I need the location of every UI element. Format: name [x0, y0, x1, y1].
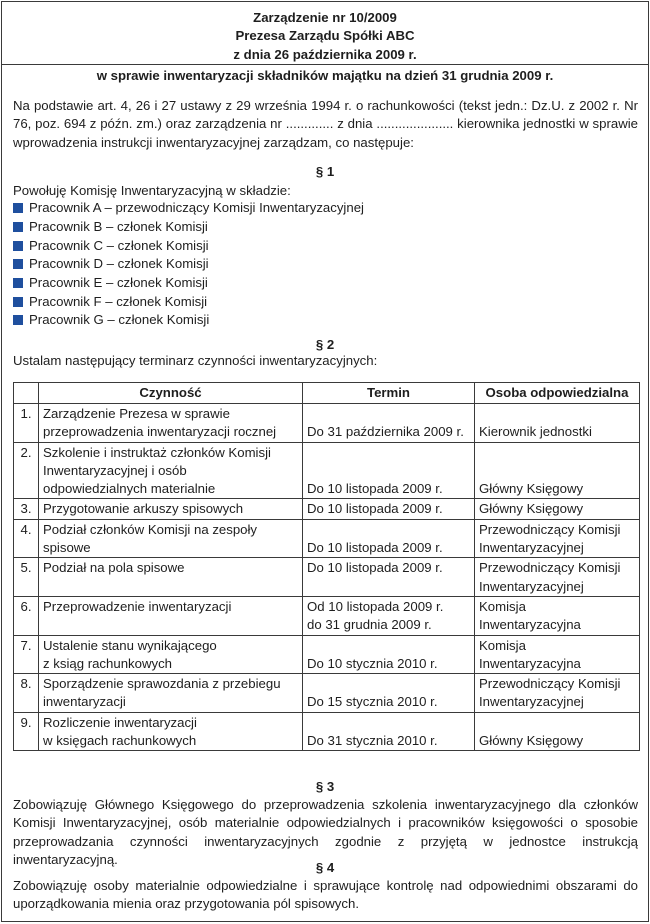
activity-cell-line: przeprowadzenia inwentaryzacji rocznej — [43, 424, 277, 440]
term-cell-line: Od 10 listopada 2009 r. — [307, 598, 444, 614]
commission-member-label: Pracownik C – członek Komisji — [29, 237, 209, 253]
responsible-person-cell-line: Komisja — [479, 598, 526, 614]
responsible-person-cell — [475, 712, 640, 751]
activity-cell-line: odpowiedzialnych materialnie — [43, 481, 216, 497]
activity-cell — [39, 674, 303, 713]
term-cell-line: Do 10 stycznia 2010 r. — [307, 655, 438, 671]
responsible-person-cell — [475, 404, 640, 443]
term-cell-line: Do 10 listopada 2009 r. — [307, 560, 443, 576]
commission-member-label: Pracownik D – członek Komisji — [29, 256, 209, 272]
term-cell-line: Do 10 listopada 2009 r. — [307, 501, 443, 517]
activity-cell-line: Podział członków Komisji na zespoły — [43, 521, 258, 537]
header-number-cell — [14, 383, 39, 404]
term-cell-line: Do 10 listopada 2009 r. — [307, 540, 443, 556]
term-cell-line: do 31 grudnia 2009 r. — [307, 617, 432, 633]
commission-member-item — [13, 218, 638, 237]
responsible-person-cell-line: Główny Księgowy — [479, 733, 584, 749]
document-page — [1, 1, 649, 922]
table-row — [14, 596, 640, 635]
responsible-person-cell-line: Inwentaryzacyjna — [479, 617, 581, 633]
responsible-person-cell-line: Główny Księgowy — [479, 501, 584, 517]
square-bullet-icon — [13, 297, 23, 307]
activity-cell-line: Zarządzenie Prezesa w sprawie — [43, 406, 230, 421]
activity-cell-line: Ustalenie stanu wynikającego — [43, 637, 217, 653]
issuer-line: Prezesa Zarządu Spółki ABC — [235, 28, 415, 44]
square-bullet-icon — [13, 222, 23, 232]
term-cell — [303, 519, 475, 558]
term-cell — [303, 558, 475, 597]
term-cell — [303, 674, 475, 713]
activity-cell — [39, 712, 303, 751]
commission-member-label: Pracownik G – członek Komisji — [29, 312, 210, 328]
term-cell — [303, 596, 475, 635]
row-number: 8. — [14, 674, 39, 713]
activity-cell-line: Rozliczenie inwentaryzacji — [43, 714, 197, 730]
commission-member-item — [13, 255, 638, 274]
activity-cell-line: Przeprowadzenie inwentaryzacji — [43, 598, 232, 614]
table-row — [14, 404, 640, 443]
responsible-person-cell — [475, 596, 640, 635]
inventory-schedule-table — [13, 382, 640, 751]
activity-cell — [39, 499, 303, 519]
responsible-person-cell — [475, 499, 640, 519]
activity-cell-line: Podział na pola spisowe — [43, 560, 185, 576]
header-responsible-person: Osoba odpowiedzialna — [475, 383, 640, 404]
responsible-person-cell-line: Kierownik jednostki — [479, 424, 592, 440]
activity-cell — [39, 558, 303, 597]
responsible-person-cell — [475, 674, 640, 713]
row-number: 7. — [14, 635, 39, 674]
commission-member-label: Pracownik F – członek Komisji — [29, 293, 208, 309]
activity-cell-line: Inwentaryzacyjnej i osób — [43, 462, 187, 478]
square-bullet-icon — [13, 259, 23, 269]
section-3-paragraph: Zobowiązuję Głównego Księgowego do przeprowadzenia szkolenia inwentaryzacyjnego dla członków Komisji Inwentaryzacyjnej, osób materialnie odpowiedzialnych i pracowników księgowości o sposobie przeprowadzania czynności inwentaryzacyjnych zgodnie z przyjętą w jednostce instrukcją inwentaryzacyjną. — [13, 797, 638, 867]
section-3-heading: § 3 — [315, 779, 335, 794]
responsible-person-cell — [475, 635, 640, 674]
section-4-heading: § 4 — [315, 860, 335, 875]
responsible-person-cell-line: Inwentaryzacyjnej — [479, 578, 584, 594]
header-activity: Czynność — [39, 383, 303, 404]
term-cell — [303, 712, 475, 751]
activity-cell-line: Sporządzenie sprawozdania z przebiegu — [43, 676, 281, 692]
commission-member-label: Pracownik B – członek Komisji — [29, 218, 208, 234]
section-1-lead: Powołuję Komisję Inwentaryzacyjną w składzie: — [13, 183, 291, 198]
section-2-heading: § 2 — [315, 337, 335, 352]
intro-paragraph: Na podstawie art. 4, 26 i 27 ustawy z 29 września 1994 r. o rachunkowości (tekst jedn.: Dz.U. z 2002 r. Nr 76, poz. 694 z późn. zm.) oraz zarządzenia nr ............. z dnia ..................... kierownika jednostki w sprawie wprowadzenia instrukcji inwentaryzacyjnej zarządzam, co następuje: — [13, 98, 638, 150]
square-bullet-icon — [13, 203, 23, 213]
table-row — [14, 442, 640, 499]
responsible-person-cell — [475, 519, 640, 558]
term-cell-line: Do 31 października 2009 r. — [307, 424, 464, 440]
responsible-person-cell-line: Przewodniczący Komisji — [479, 521, 621, 537]
commission-member-item — [13, 311, 638, 330]
activity-cell — [39, 404, 303, 443]
commission-member-label: Pracownik E – członek Komisji — [29, 274, 208, 290]
responsible-person-cell-line: Przewodniczący Komisji — [479, 560, 621, 576]
schedule-table-body — [14, 404, 640, 751]
table-row — [14, 635, 640, 674]
table-row — [14, 674, 640, 713]
responsible-person-cell — [475, 442, 640, 499]
commission-member-item — [13, 292, 638, 311]
term-cell-line: Do 31 stycznia 2010 r. — [307, 733, 438, 749]
responsible-person-cell-line: Przewodniczący Komisji — [479, 676, 621, 692]
term-cell-line: Do 15 stycznia 2010 r. — [307, 694, 438, 710]
commission-member-item — [13, 199, 638, 218]
issue-date-line: z dnia 26 października 2009 r. — [233, 46, 417, 62]
square-bullet-icon — [13, 315, 23, 325]
row-number: 9. — [14, 712, 39, 751]
commission-member-item — [13, 236, 638, 255]
responsible-person-cell-line: Komisja — [479, 637, 526, 653]
row-number: 2. — [14, 442, 39, 499]
order-subject: w sprawie inwentaryzacji składników majątku na dzień 31 grudnia 2009 r. — [96, 68, 554, 83]
table-row — [14, 499, 640, 519]
section-2-lead: Ustalam następujący terminarz czynności inwentaryzacyjnych: — [13, 353, 378, 368]
term-cell — [303, 635, 475, 674]
header-divider — [2, 64, 648, 65]
row-number: 4. — [14, 519, 39, 558]
section-4-paragraph: Zobowiązuję osoby materialnie odpowiedzialne i sprawujące kontrolę nad odpowiednimi obszarami do uporządkowania mienia oraz przygotowania pól spisowych. — [13, 878, 638, 912]
header-term: Termin — [303, 383, 475, 404]
table-row — [14, 558, 640, 597]
row-number: 3. — [14, 499, 39, 519]
activity-cell — [39, 596, 303, 635]
table-header-row — [14, 383, 640, 404]
responsible-person-cell — [475, 558, 640, 597]
activity-cell — [39, 442, 303, 499]
row-number: 6. — [14, 596, 39, 635]
term-cell — [303, 442, 475, 499]
responsible-person-cell-line: Inwentaryzacyjnej — [479, 540, 584, 556]
activity-cell — [39, 519, 303, 558]
row-number: 5. — [14, 558, 39, 597]
term-cell-line: Do 10 listopada 2009 r. — [307, 481, 443, 497]
activity-cell-line: Szkolenie i instruktaż członków Komisji — [43, 444, 271, 460]
commission-members-list — [13, 199, 638, 330]
responsible-person-cell-line: Inwentaryzacyjna — [479, 655, 581, 671]
commission-member-label: Pracownik A – przewodniczący Komisji Inwentaryzacyjnej — [29, 200, 364, 216]
table-row — [14, 712, 640, 751]
responsible-person-cell-line: Inwentaryzacyjnej — [479, 694, 584, 710]
row-number: 1. — [14, 404, 39, 443]
order-number-title: Zarządzenie nr 10/2009 — [253, 10, 397, 25]
responsible-person-cell-line: Główny Księgowy — [479, 481, 584, 497]
document-header — [2, 9, 648, 64]
activity-cell-line: inwentaryzacji — [43, 694, 126, 710]
commission-member-item — [13, 274, 638, 293]
section-1-heading: § 1 — [315, 164, 335, 179]
activity-cell — [39, 635, 303, 674]
activity-cell-line: Przygotowanie arkuszy spisowych — [43, 501, 244, 517]
term-cell — [303, 499, 475, 519]
activity-cell-line: w księgach rachunkowych — [43, 733, 197, 749]
activity-cell-line: spisowe — [43, 540, 91, 556]
table-row — [14, 519, 640, 558]
term-cell — [303, 404, 475, 443]
activity-cell-line: z ksiąg rachunkowych — [43, 655, 173, 671]
square-bullet-icon — [13, 278, 23, 288]
square-bullet-icon — [13, 241, 23, 251]
